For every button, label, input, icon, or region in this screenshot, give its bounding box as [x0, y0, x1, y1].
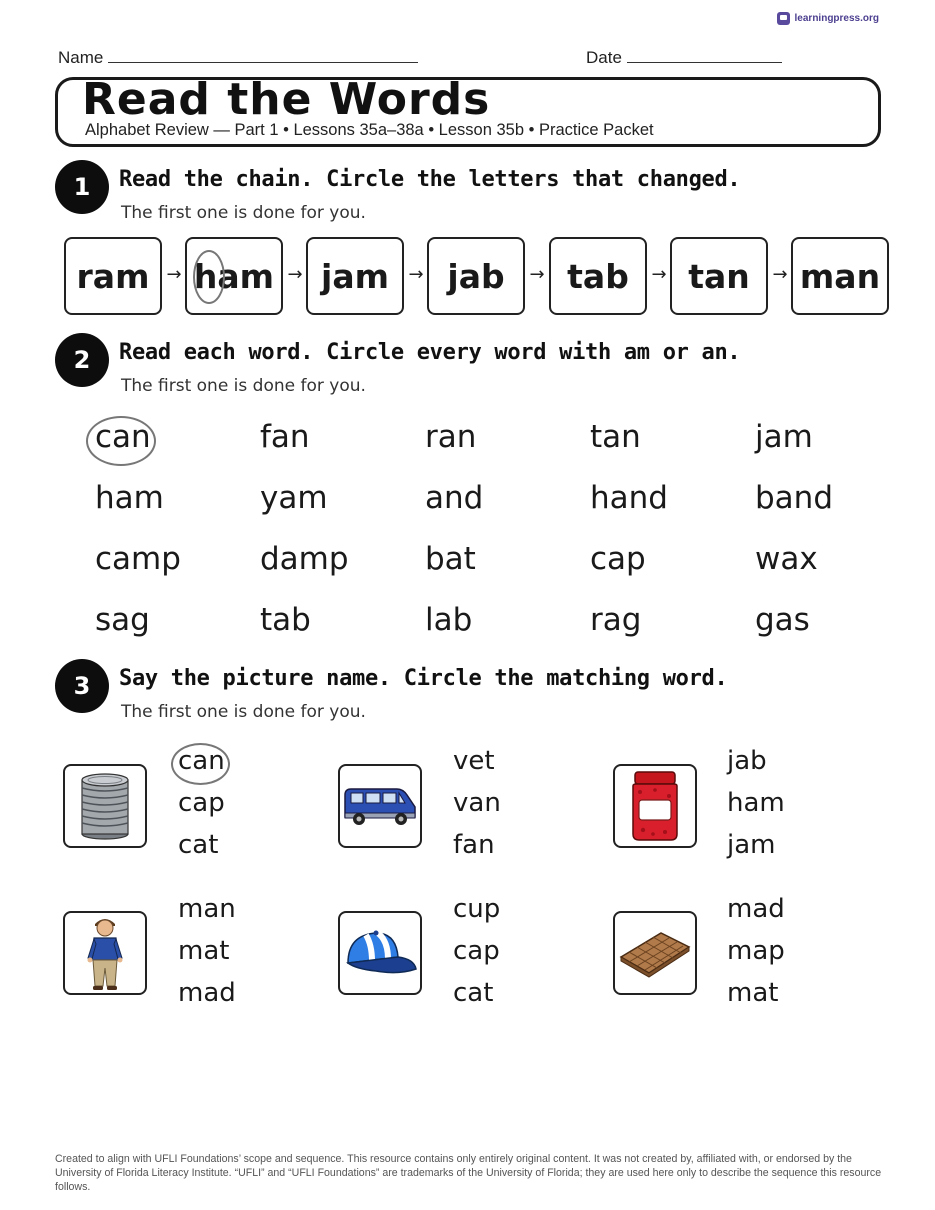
section-1-note: The first one is done for you. — [121, 203, 366, 223]
choice-word[interactable]: fan — [453, 830, 495, 860]
chain-word-box[interactable]: jam — [306, 237, 404, 315]
chain-arrow-icon: → — [772, 264, 788, 285]
chain-word-box[interactable]: tab — [549, 237, 647, 315]
word[interactable]: bat — [425, 541, 476, 577]
section-1-instruction: Read the chain. Circle the letters that changed. — [119, 167, 741, 192]
choice-word[interactable]: mad — [727, 894, 785, 924]
choice-word[interactable]: map — [727, 936, 785, 966]
word[interactable]: rag — [590, 602, 642, 638]
book-icon — [777, 12, 790, 25]
page-title: Read the Words — [82, 74, 491, 125]
word[interactable]: and — [425, 480, 484, 516]
word[interactable]: jam — [755, 419, 813, 455]
word[interactable]: can — [95, 419, 151, 455]
choice-word[interactable]: cup — [453, 894, 501, 924]
chain-arrow-icon: → — [529, 264, 545, 285]
word[interactable]: wax — [755, 541, 818, 577]
word[interactable]: tan — [590, 419, 641, 455]
date-line[interactable] — [627, 47, 782, 63]
word[interactable]: tab — [260, 602, 311, 638]
section-2-number: 2 — [55, 333, 109, 387]
man-icon — [80, 914, 130, 992]
chain-word-box[interactable]: man — [791, 237, 889, 315]
word[interactable]: camp — [95, 541, 181, 577]
brand-label: learningpress.org — [794, 13, 879, 24]
name-line[interactable] — [108, 47, 418, 63]
choice-word[interactable]: mat — [727, 978, 779, 1008]
cap-icon — [342, 925, 418, 981]
jam-jar-icon — [625, 768, 685, 844]
choice-word[interactable]: man — [178, 894, 236, 924]
date-field — [586, 47, 782, 68]
picture-mat — [613, 911, 697, 995]
chain-word-box[interactable]: ram — [64, 237, 162, 315]
word[interactable]: band — [755, 480, 833, 516]
word[interactable]: cap — [590, 541, 646, 577]
choice-word[interactable]: cap — [453, 936, 500, 966]
word[interactable]: hand — [590, 480, 668, 516]
section-2-instruction: Read each word. Circle every word with am or an. — [119, 340, 741, 365]
chain-arrow-icon: → — [408, 264, 424, 285]
choice-word[interactable]: cat — [453, 978, 494, 1008]
word[interactable]: yam — [260, 480, 328, 516]
word[interactable]: fan — [260, 419, 310, 455]
choice-word[interactable]: van — [453, 788, 501, 818]
section-3-number: 3 — [55, 659, 109, 713]
choice-word[interactable]: cap — [178, 788, 225, 818]
word[interactable]: ran — [425, 419, 477, 455]
choice-word[interactable]: cat — [178, 830, 219, 860]
chain-arrow-icon: → — [287, 264, 303, 285]
choice-word[interactable]: mad — [178, 978, 236, 1008]
choice-word[interactable]: ham — [727, 788, 785, 818]
section-1-number: 1 — [55, 160, 109, 214]
choice-word[interactable]: can — [178, 746, 225, 776]
picture-jam-jar — [613, 764, 697, 848]
chain-word-box[interactable]: ham — [185, 237, 283, 315]
choice-word[interactable]: mat — [178, 936, 230, 966]
chain-word-box[interactable]: jab — [427, 237, 525, 315]
word[interactable]: sag — [95, 602, 150, 638]
footer-disclaimer: Created to align with UFLI Foundations’ scope and sequence. This resource contains only entirely original content. It was not created by, affiliated with, or endorsed by the University of Florida Literacy Institute. “UFLI” and “UFLI Foundations” are trademarks of the University of Florida; they are used here only to describe the sequence this resource follows. — [55, 1153, 882, 1193]
choice-word[interactable]: jab — [727, 746, 767, 776]
word[interactable]: gas — [755, 602, 810, 638]
picture-cans — [63, 764, 147, 848]
chain-word-box[interactable]: tan — [670, 237, 768, 315]
section-2-note: The first one is done for you. — [121, 376, 366, 396]
name-field — [58, 47, 418, 68]
title-box — [55, 74, 881, 147]
cans-icon — [70, 768, 140, 844]
word[interactable]: lab — [425, 602, 473, 638]
chain-arrow-icon: → — [166, 264, 182, 285]
mat-icon — [617, 927, 693, 979]
choice-word[interactable]: jam — [727, 830, 776, 860]
word[interactable]: damp — [260, 541, 349, 577]
brand-mark — [777, 12, 879, 25]
choice-word[interactable]: vet — [453, 746, 495, 776]
example-letter-circle — [193, 250, 225, 304]
picture-cap — [338, 911, 422, 995]
section-3-instruction: Say the picture name. Circle the matching word. — [119, 666, 728, 691]
date-label: Date — [586, 48, 622, 67]
picture-man — [63, 911, 147, 995]
section-3-note: The first one is done for you. — [121, 702, 366, 722]
page-subtitle: Alphabet Review — Part 1 • Lessons 35a–38a • Lesson 35b • Practice Packet — [85, 121, 654, 139]
chain-arrow-icon: → — [651, 264, 667, 285]
picture-van — [338, 764, 422, 848]
van-icon — [341, 781, 419, 831]
word[interactable]: ham — [95, 480, 164, 516]
name-label: Name — [58, 48, 104, 67]
